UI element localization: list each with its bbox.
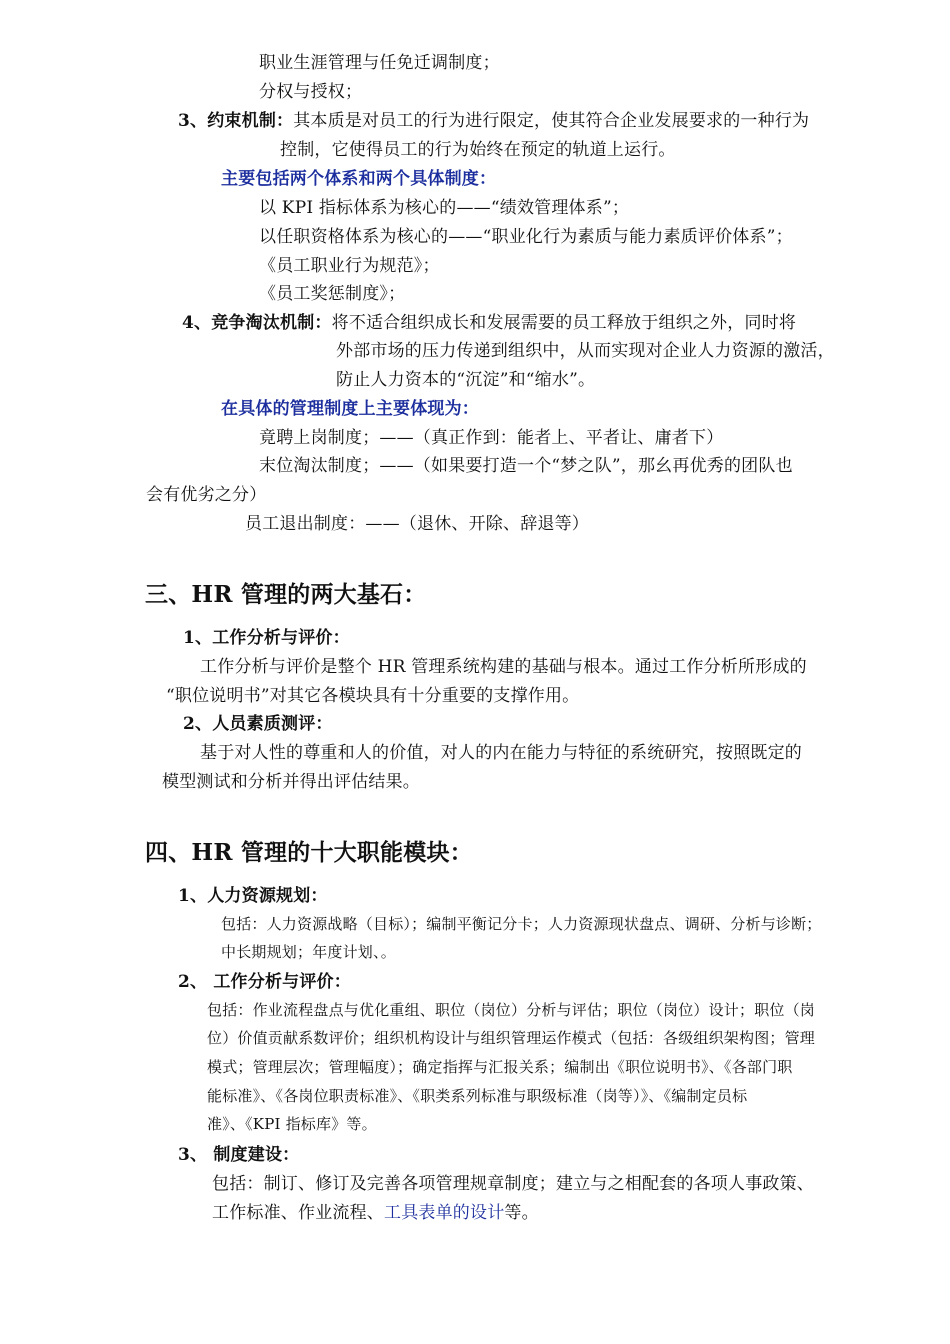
text-line: 模式；管理层次；管理幅度）；确定指挥与汇报关系；编制出《职位说明书》、《各部门职 (207, 1058, 793, 1076)
item-title: 1、工作分析与评价： (183, 628, 350, 648)
list-item: 《员工奖惩制度》； (259, 284, 406, 304)
subheading: 主要包括两个体系和两个具体制度： (221, 169, 497, 189)
text-line: 防止人力资本的“沉淀”和“缩水”。 (336, 370, 596, 390)
list-item: 《员工职业行为规范》； (259, 256, 440, 276)
mechanism-4-line (182, 313, 796, 333)
list-item: 以任职资格体系为核心的——“职业化行为素质与能力素质评价体系”； (259, 227, 793, 247)
list-item: 以 KPI 指标体系为核心的——“绩效管理体系”； (259, 198, 630, 218)
text-line: 包括：制订、修订及完善各项管理规章制度；建立与之相配套的各项人事政策、 (212, 1174, 814, 1194)
mechanism-text: 其本质是对员工的行为进行限定，使其符合企业发展要求的一种行为 (293, 111, 810, 131)
text-line: 中长期规划；年度计划、。 (221, 943, 396, 961)
text-line: 工作分析与评价是整个 HR 管理系统构建的基础与根本。通过工作分析所形成的 (200, 657, 807, 677)
item-title: 1、人力资源规划： (178, 886, 328, 906)
text-segment: 工作标准、作业流程、 (212, 1203, 384, 1223)
text-segment: 等。 (504, 1203, 539, 1223)
text-line: 能标准》、《各岗位职责标准》、《职类系列标准与职级标准（岗等）》、《编制定员标 (207, 1087, 748, 1105)
text-line: 准》、《KPI 指标库》等。 (207, 1115, 377, 1133)
text-line: 会有优劣之分） (146, 485, 267, 505)
mechanism-3-line (178, 111, 809, 131)
list-item: 末位淘汰制度；——（如果要打造一个“梦之队”，那幺再优秀的团队也 (259, 456, 793, 476)
list-item: 竟聘上岗制度；——（真正作到：能者上、平者让、庸者下） (259, 428, 724, 448)
text-line: 外部市场的压力传递到组织中，从而实现对企业人力资源的激活， (336, 341, 835, 361)
subheading: 在具体的管理制度上主要体现为： (221, 399, 479, 419)
mechanism-title: 4、竞争淘汰机制： (182, 313, 332, 333)
text-line: 包括：人力资源战略（目标）；编制平衡记分卡；人力资源现状盘点、调研、分析与诊断； (221, 915, 822, 933)
item-title: 2、 工作分析与评价： (178, 972, 351, 992)
text-line: 控制，它使得员工的行为始终在预定的轨道上运行。 (280, 140, 676, 160)
text-line: 包括：作业流程盘点与优化重组、职位（岗位）分析与评估；职位（岗位）设计；职位（岗 (207, 1001, 816, 1019)
mechanism-title: 3、约束机制： (178, 111, 294, 131)
list-item: 员工退出制度：——（退休、开除、辞退等） (245, 514, 589, 534)
tool-form-design-link[interactable]: 工具表单的设计 (384, 1203, 505, 1223)
text-line: 模型测试和分析并得出评估结果。 (162, 772, 420, 792)
section-heading: 四、HR 管理的十大职能模块： (145, 839, 473, 866)
text-line: 分权与授权； (259, 82, 363, 102)
item-title: 3、 制度建设： (178, 1145, 300, 1165)
item-title: 2、人员素质测评： (183, 714, 333, 734)
text-line: 位）价值贡献系数评价；组织机构设计与组织管理运作模式（包括：各级组织架构图；管理 (207, 1029, 816, 1047)
mechanism-text: 将不适合组织成长和发展需要的员工释放于组织之外，同时将 (331, 313, 797, 333)
section-heading: 三、HR 管理的两大基石： (145, 581, 427, 608)
text-line: 基于对人性的尊重和人的价值，对人的内在能力与特征的系统研究，按照既定的 (200, 743, 802, 763)
text-line: “职位说明书”对其它各模块具有十分重要的支撑作用。 (166, 686, 580, 706)
text-line: 职业生涯管理与任免迁调制度； (259, 53, 500, 73)
text-line (212, 1203, 539, 1223)
